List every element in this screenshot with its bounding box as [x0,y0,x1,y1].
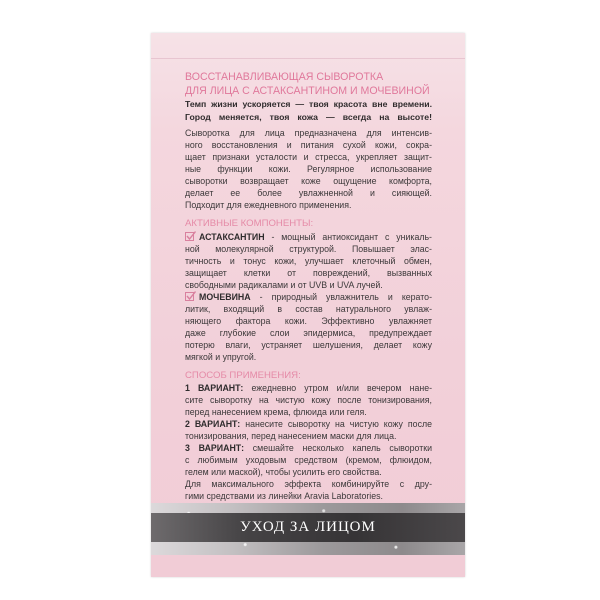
component-astaxanthin [185,231,432,291]
variant-label: 2 ВАРИАНТ: [185,419,241,429]
usage-heading: СПОСОБ ПРИМЕНЕНИЯ: [185,369,301,381]
slogan-line: Город меняется, твоя кожа — всегда на высоте! [185,112,432,122]
usage-line: тонизирования, перед нанесением маски для лица. [185,431,397,441]
usage-line: перед нанесением крема, флюида или геля. [185,407,367,417]
component-line: ной молекулярной структурой. Повышает элас- [185,243,432,254]
usage-line [185,418,432,430]
usage-variant-1 [185,382,432,418]
title-line: ВОССТАНАВЛИВАЮЩАЯ СЫВОРОТКА [185,71,384,83]
component-text: - мощный антиоксидант с уникаль- [271,231,432,242]
active-components-heading: АКТИВНЫЕ КОМПОНЕНТЫ: [185,218,314,229]
final-note [185,478,432,502]
description-line: щает признаки усталости и стресса, укрепляет защит- [185,152,432,162]
component-urea [185,291,432,363]
component-line: свободными радикалами и от UVB и UVA лучей. [185,279,383,290]
slogan [185,98,432,124]
description-line: Сыворотка для лица предназначена для интенсив- [185,128,432,138]
final-note-line: гими средствами из линейки Aravia Laboratories. [185,491,383,501]
usage-line [185,382,432,394]
component-line: потерю влаги, устраняет шелушения, делает кожу [185,339,432,350]
component-name: МОЧЕВИНА [199,291,251,302]
box-flap-edge [151,58,465,59]
component-line [185,291,432,303]
component-line [185,231,432,243]
component-line: няющего фактора кожи. Эффективно увлажняет [185,315,432,326]
band-label: УХОД ЗА ЛИЦОМ [240,519,376,535]
component-line: мягкой и упругой. [185,351,257,362]
component-line: тичность и тонус кожи, улучшает клеточный обмен, [185,255,432,266]
component-line: даже глубокие слои эпидермиса, предупреждает [185,327,432,338]
band-strip [151,513,465,542]
description-line: ные функции кожи. Регулярное использование [185,164,432,174]
usage-line [185,442,432,454]
usage-line: с любимым уходовым средством (кремом, флюидом, [185,455,432,465]
slogan-line: Темп жизни ускоряется — твоя красота вне времени. [185,99,432,109]
component-line: литик, входящий в состав натурального увлаж- [185,303,432,314]
variant-text: ежедневно утром и/или вечером нане- [251,383,432,393]
product-title [185,71,432,98]
usage-line: гелем или маской), чтобы усилить его свойства. [185,467,382,477]
description [185,127,432,211]
silver-band [151,503,465,555]
component-line: защищает клетки от повреждений, вызванных [185,267,432,278]
variant-text: смешайте несколько капель сыворотки [252,443,432,453]
final-note-line: Для максимального эффекта комбинируйте с дру- [185,479,432,489]
checkbox-check-icon [185,231,196,241]
variant-label: 3 ВАРИАНТ: [185,443,244,453]
description-line: делает ее более увлажненной и сияющей. [185,188,432,198]
description-line: сыворотки возвращает коже ощущение комфорта, [185,176,432,186]
label-text-column [185,71,432,502]
component-name: АСТАКСАНТИН [199,231,265,242]
checkbox-check-icon [185,291,196,301]
variant-label: 1 ВАРИАНТ: [185,383,244,393]
usage-variant-3 [185,442,432,478]
description-line: Подходит для ежедневного применения. [185,200,352,210]
title-line: ДЛЯ ЛИЦА С АСТАКСАНТИНОМ И МОЧЕВИНОЙ [185,84,430,97]
usage-line: сите сыворотку на чистую кожу после тонизирования, [185,395,432,405]
description-line: ного восстановления и питания сухой кожи, сокра- [185,140,432,150]
variant-text: нанесите сыворотку на чистую кожу после [245,419,432,429]
usage-variant-2 [185,418,432,442]
component-text: - природный увлажнитель и керато- [259,291,432,302]
